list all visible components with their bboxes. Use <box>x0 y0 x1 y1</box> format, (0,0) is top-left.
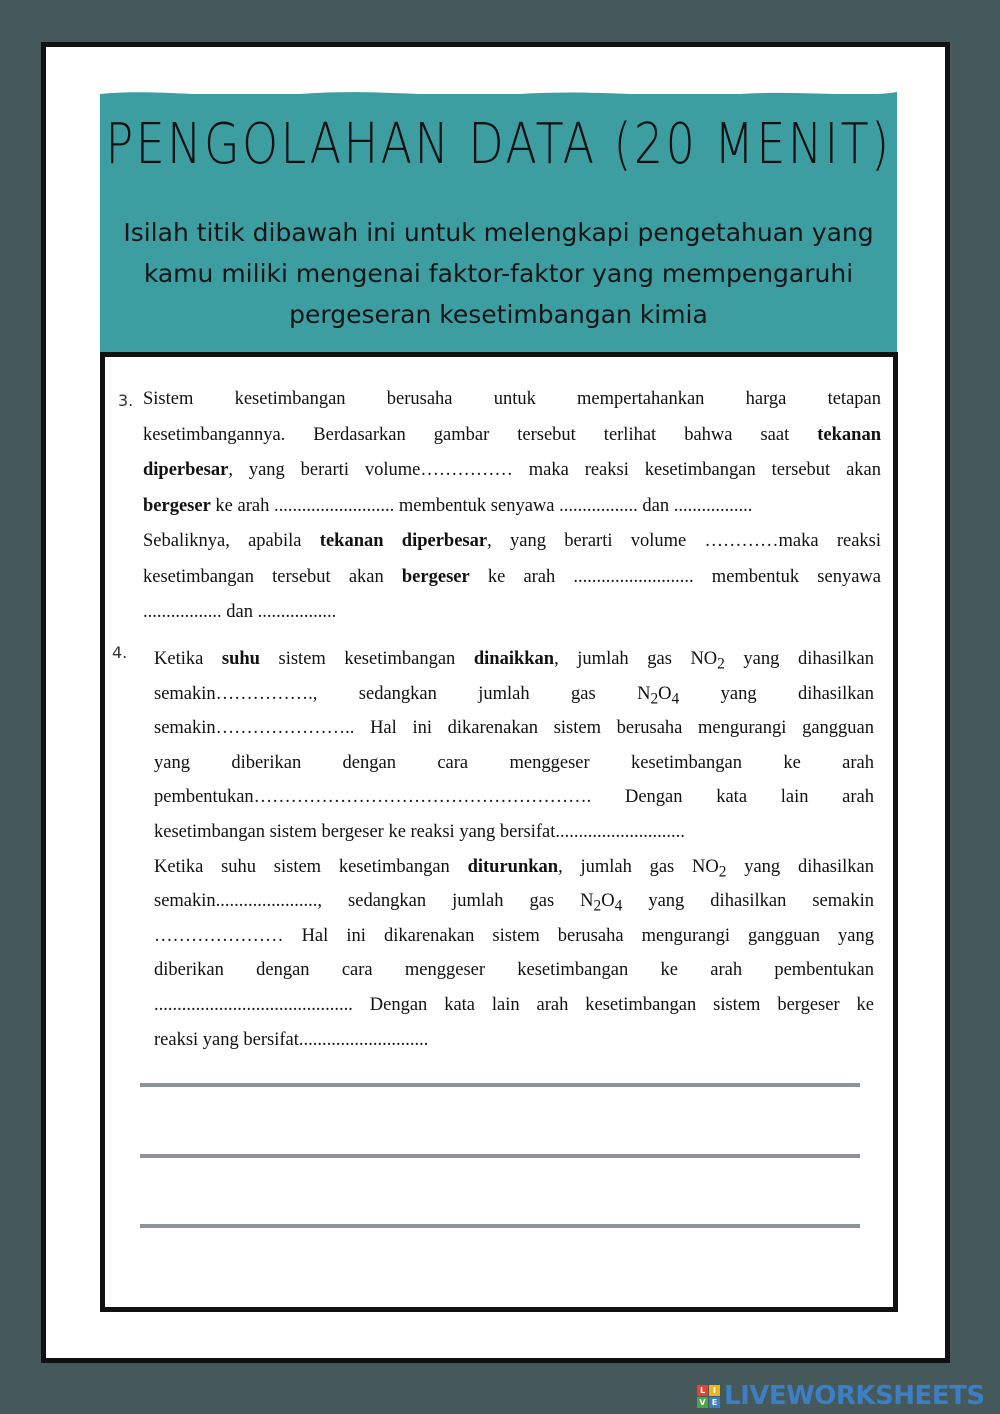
page-title: PENGOLAHAN DATA (20 MENIT) <box>105 112 892 177</box>
text-line: kesetimbangan sistem bergeser ke reaksi yang bersifat............................ <box>154 821 685 842</box>
logo-letter: V <box>697 1397 708 1408</box>
text-line: Ketika suhu sistem kesetimbangan diturunkan, jumlah gas $NO_2$ yang dihasilkan <box>154 856 874 881</box>
logo-squares-icon <box>697 1385 720 1408</box>
text-line: Sebaliknya, apabila tekanan diperbesar, yang berarti volume …………maka reaksi <box>143 531 881 551</box>
banner-wave-edge <box>100 86 897 102</box>
question-3-text <box>143 382 881 631</box>
text-line: Sistem kesetimbangan berusaha untuk mempertahankan harga tetapan <box>143 389 881 409</box>
text-line: ........................................... Dengan kata lain arah kesetimbangan sistem bergeser ke <box>154 994 874 1015</box>
instruction-line: pergeseran kesetimbangan kimia <box>289 300 708 329</box>
text-line: kesetimbangannya. Berdasarkan gambar tersebut terlihat bahwa saat tekanan <box>143 424 881 445</box>
question-number-4: 4. <box>112 643 128 662</box>
answer-line-1[interactable] <box>140 1083 860 1087</box>
question-4-text <box>154 642 874 1057</box>
text-line: diperbesar, yang berarti volume…………… maka reaksi kesetimbangan tersebut akan <box>143 460 881 480</box>
liveworksheets-logo <box>697 1381 985 1411</box>
text-line: semakin......................, sedangkan jumlah gas $N_2O_4$ yang dihasilkan semakin <box>154 891 875 915</box>
text-line: yang diberikan dengan cara menggeser kesetimbangan ke arah <box>154 752 874 773</box>
text-line: semakin………………….. Hal ini dikarenakan sistem berusaha mengurangi gangguan <box>154 718 874 739</box>
text-line: kesetimbangan tersebut akan bergeser ke arah .......................... membentuk senyawa <box>143 566 881 587</box>
logo-letter: E <box>709 1397 720 1408</box>
instruction-line: Isilah titik dibawah ini untuk melengkapi pengetahuan yang <box>123 218 874 247</box>
instruction-line: kamu miliki mengenai faktor-faktor yang mempengaruhi <box>143 259 854 288</box>
text-line: diberikan dengan cara menggeser kesetimbangan ke arah pembentukan <box>154 960 874 981</box>
text-line: semakin……………., sedangkan jumlah gas $N_2O_4$ yang dihasilkan <box>154 683 874 708</box>
logo-text: LIVEWORKSHEETS <box>724 1381 985 1411</box>
text-line: reaksi yang bersifat............................ <box>154 1029 429 1050</box>
text-line: ………………… Hal ini dikarenakan sistem berusaha mengurangi gangguan yang <box>154 925 874 946</box>
question-number-3: 3. <box>118 391 134 410</box>
instructions <box>100 212 897 335</box>
answer-line-2[interactable] <box>140 1154 860 1158</box>
text-line: ................. dan ................. <box>143 602 337 622</box>
logo-letter: I <box>709 1385 720 1396</box>
text-line: pembentukan………………………………………………. Dengan kata lain arah <box>154 787 874 808</box>
text-line: bergeser ke arah .......................... membentuk senyawa ................. dan ................. <box>143 495 753 516</box>
text-line: Ketika suhu sistem kesetimbangan dinaikkan, jumlah gas $NO_2$ yang dihasilkan <box>154 649 874 673</box>
answer-line-3[interactable] <box>140 1224 860 1228</box>
logo-letter: L <box>697 1385 708 1396</box>
